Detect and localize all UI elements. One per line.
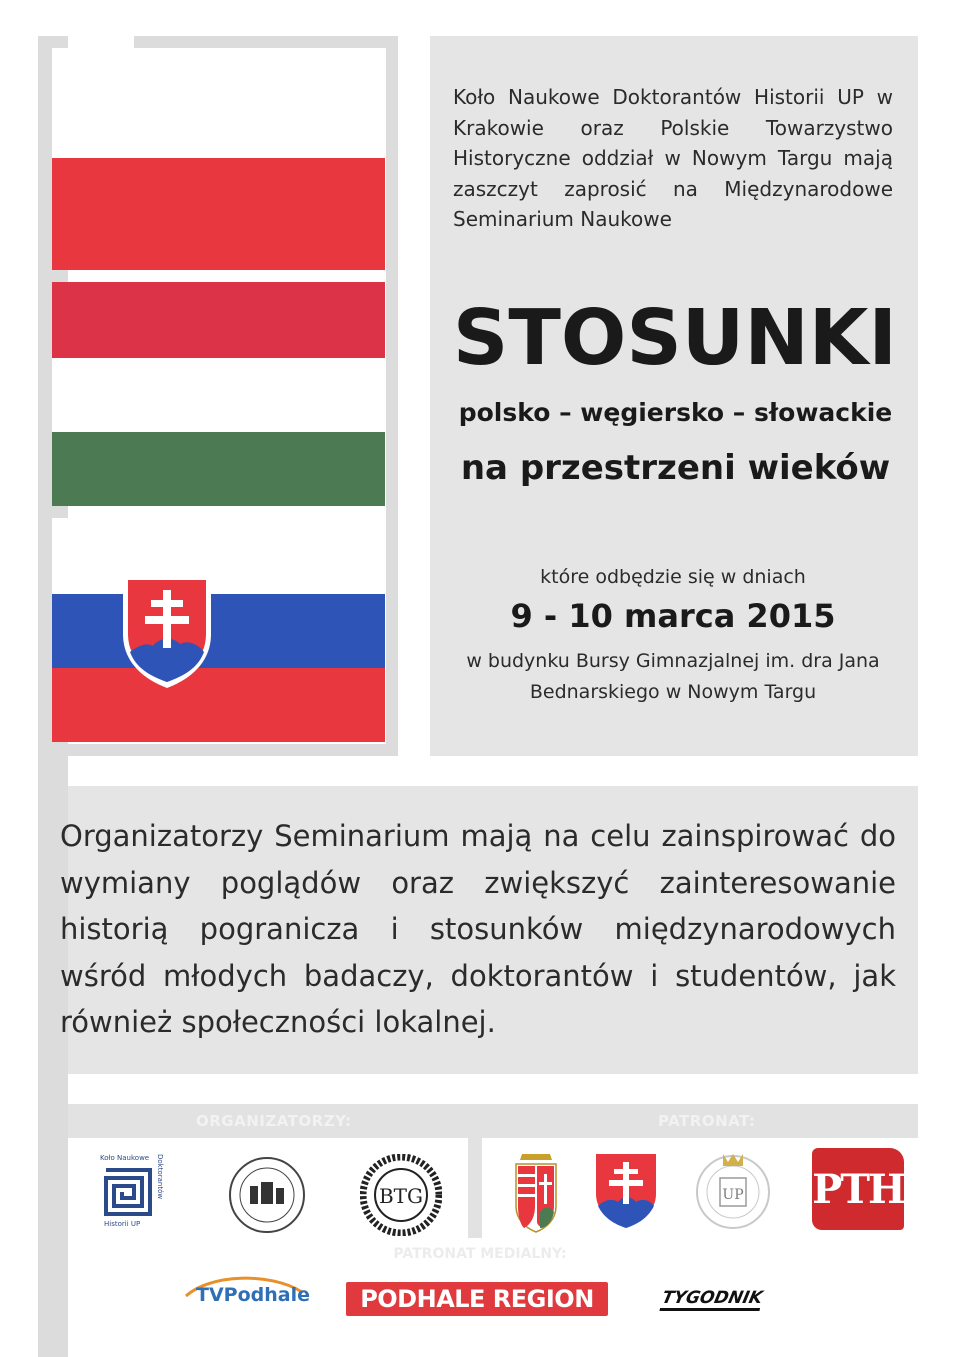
event-date: 9 - 10 marca 2015 [510,597,836,635]
subtitle-line-2: na przestrzeni wieków [460,448,891,488]
pth-logo [812,1148,904,1230]
hungarian-flag-white-stripe [52,358,385,432]
up-seal-text: UP [722,1187,744,1203]
tvpodhale-logo [180,1270,308,1332]
intro-text: Koło Naukowe Doktorantów Historii UP w Krakowie oraz Polskie Towarzystwo Historyczne oddział w Nowym Targu mają zaszczyt zaprosić na Międzynarodowe Seminarium Naukowe [453,85,893,231]
event-place: w budynku Bursy Gimnazjalnej im. dra Jana Bednarskiego w Nowym Targu [466,650,880,703]
meander-icon [104,1168,152,1216]
patronage-label: PATRONAT: [658,1112,756,1130]
btg-logo-text: BTG [378,1184,424,1208]
tygodnik-podhalanski-logo [651,1284,773,1314]
frame-bottom-bar [38,744,398,756]
pth-nowy-targ-seal-icon [228,1156,306,1234]
slovak-flag-white-stripe [52,518,385,594]
tygodnik-logo-text: TYGODNIK [659,1288,764,1311]
kolo-naukowe-logo [100,1154,168,1234]
sponsors-separator [468,1138,482,1238]
kolo-naukowe-logo-bottom-text: Historii UP [104,1220,141,1228]
slovak-flag-red-stripe [52,668,385,742]
polish-flag-red-stripe [52,158,385,270]
pth-logo-text: PTH [812,1165,904,1213]
slovak-coat-of-arms-icon [118,572,216,692]
btg-logo-icon [360,1154,442,1236]
frame-bottom-gap [68,756,398,786]
hungarian-flag-green-stripe [52,432,385,506]
kolo-naukowe-logo-top-text: Koło Naukowe [100,1154,150,1162]
slovak-flag-blue-stripe [52,594,385,668]
media-patronage-label: PATRONAT MEDIALNY: [393,1246,567,1262]
hungarian-flag-red-stripe [52,282,385,358]
when-text: które odbędzie się w dniach [540,566,806,588]
slovak-coat-of-arms-small-icon [590,1148,662,1234]
podhale-region-logo [346,1282,608,1316]
kolo-naukowe-logo-side-text: Doktorantów [156,1154,164,1200]
polish-flag-white-stripe [52,48,385,158]
frame-top-gap [68,36,134,48]
frame-right-bar [386,36,398,756]
podhale-region-logo-text: PODHALE REGION [360,1285,594,1313]
tvpodhale-logo-text: TVPodhale [196,1284,310,1306]
description-text: Organizatorzy Seminarium mają na celu zainspirować do wymiany poglądów oraz zwiększyć zainteresowanie historią pogranicza i stosunków międzynarodowych wśród młodych badaczy, doktorantów i studentów, jak również społeczności lokalnej. [60,819,896,1039]
subtitle-line-1: polsko – węgiersko – słowackie [458,398,893,427]
hungarian-coat-of-arms-icon [512,1150,560,1234]
up-university-seal-icon [692,1148,774,1230]
organizers-label: ORGANIZATORZY: [196,1112,352,1130]
page-title: STOSUNKI [452,294,898,383]
